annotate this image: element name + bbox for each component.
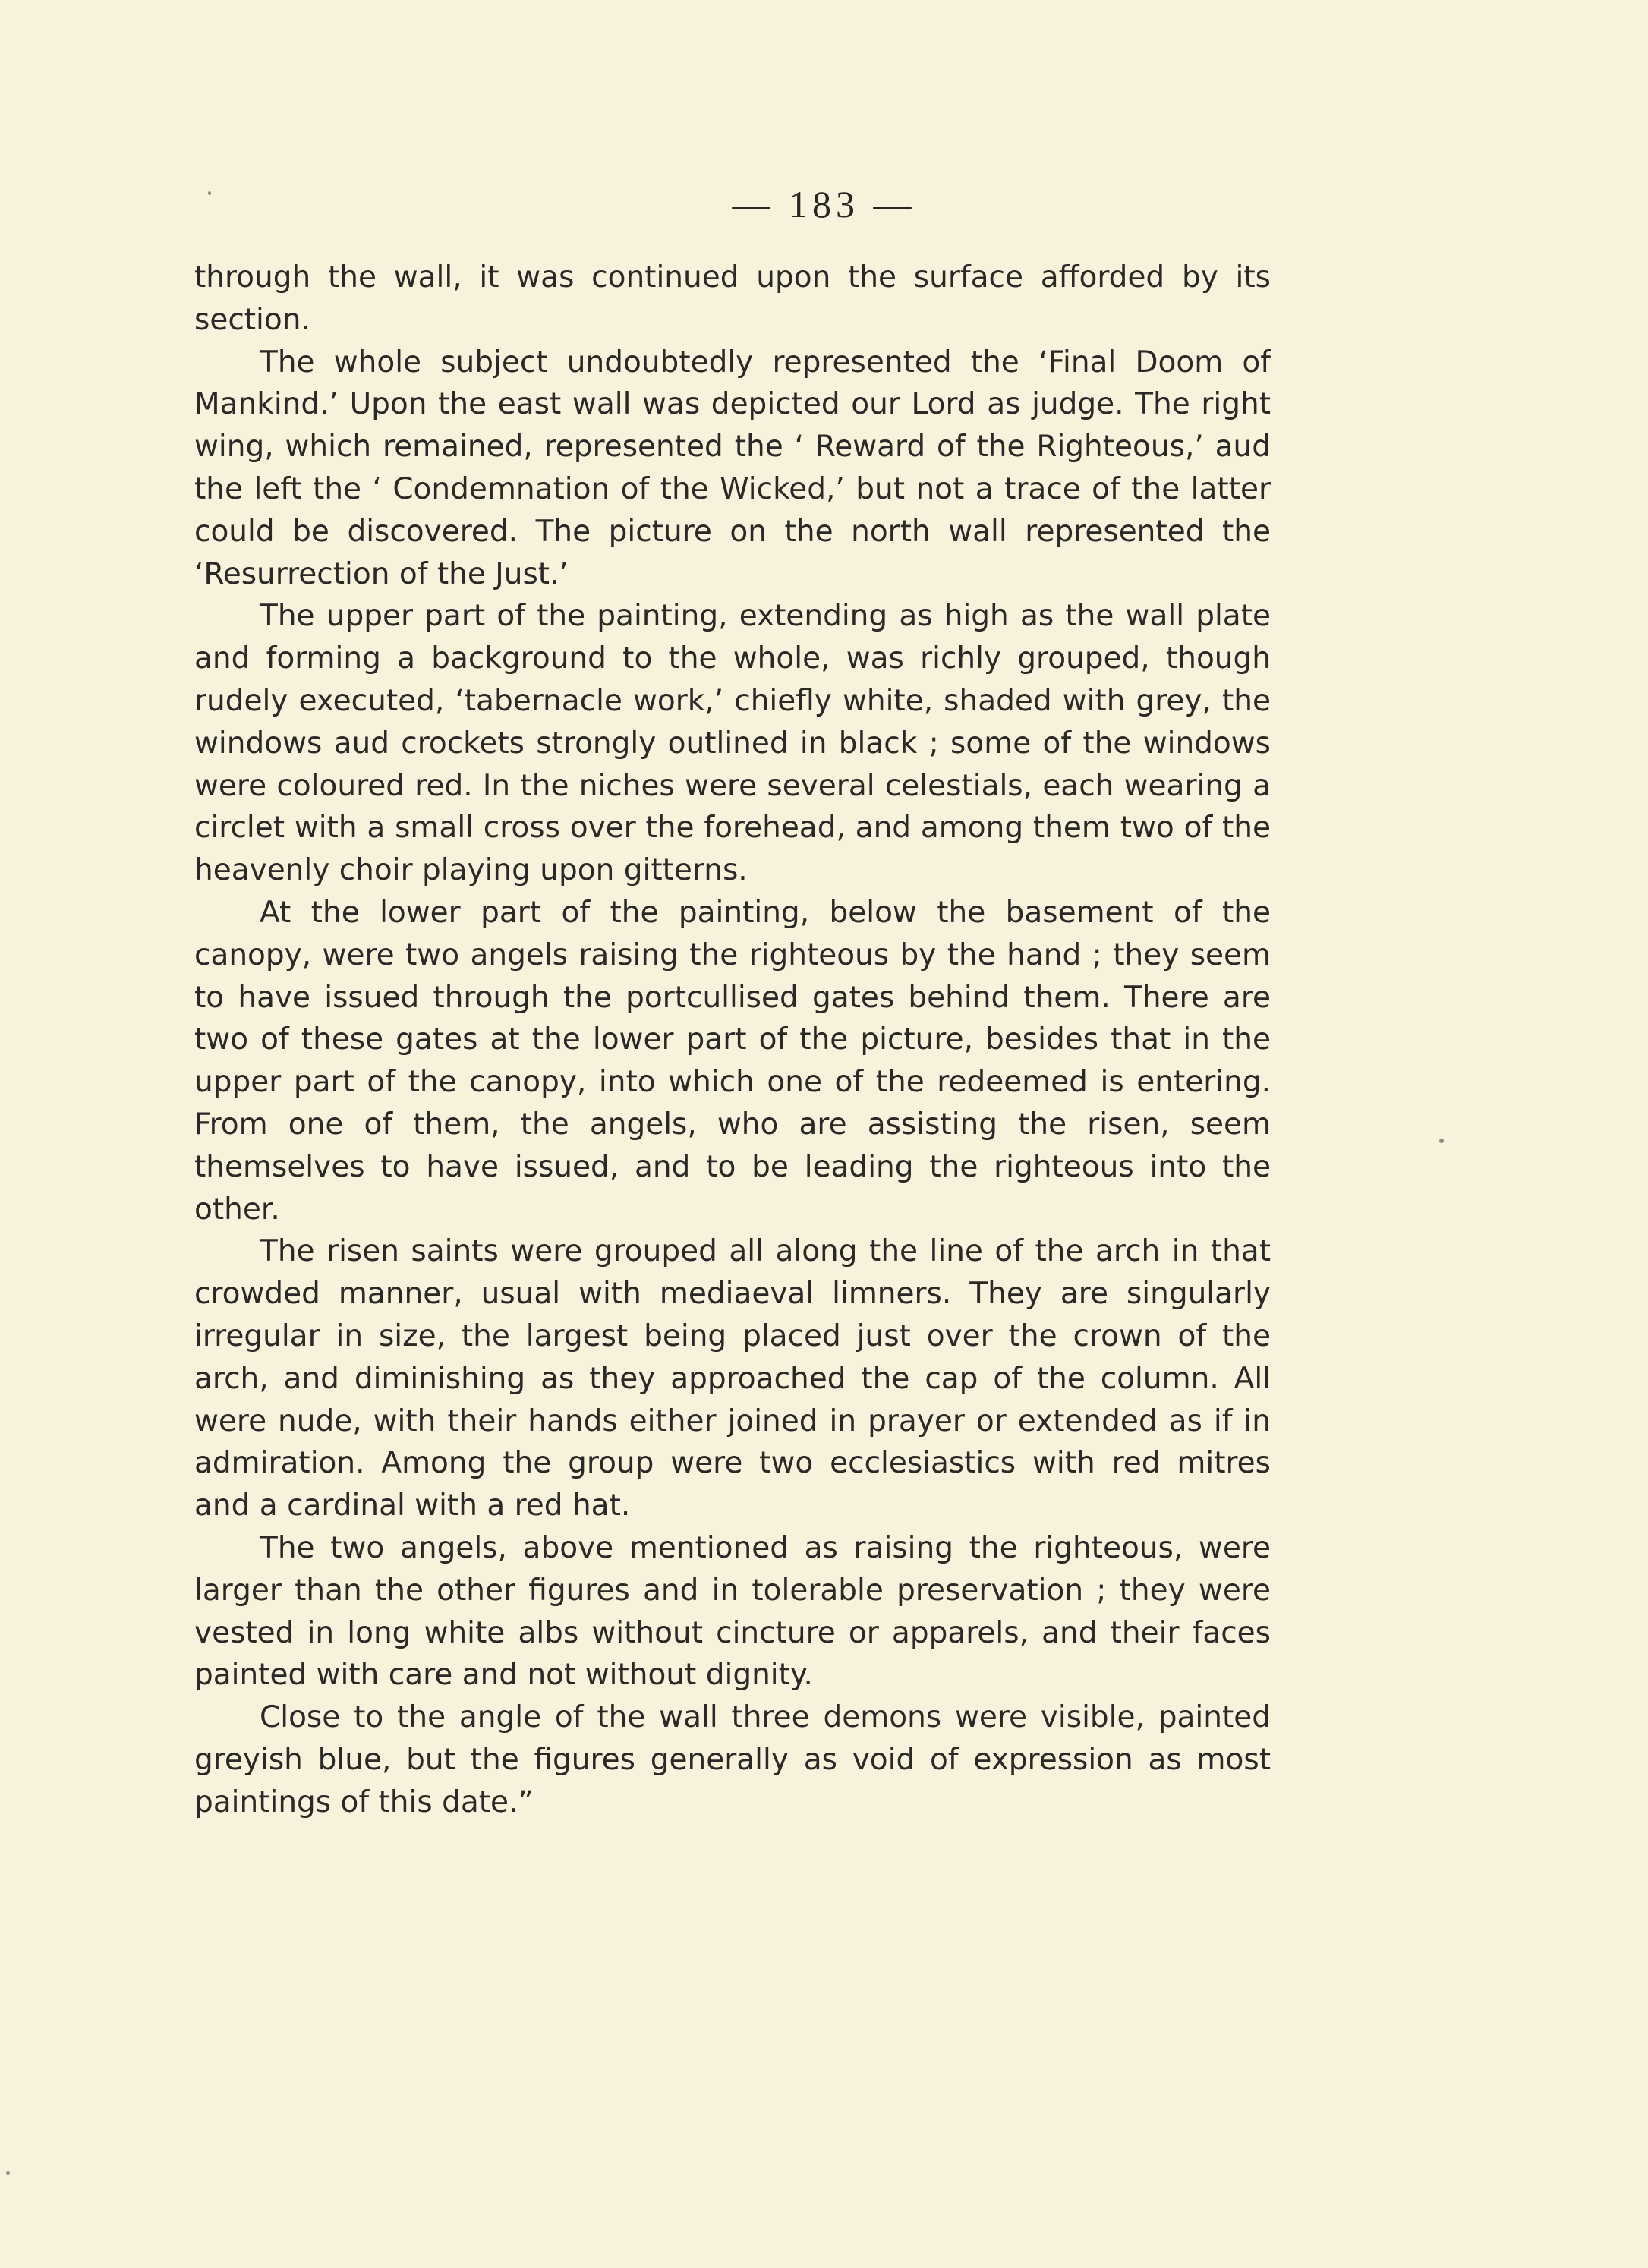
paper-speck <box>1439 1139 1444 1143</box>
page-number: — 183 — <box>732 183 916 225</box>
paper-speck <box>208 191 211 195</box>
paper-speck <box>6 2171 10 2175</box>
paragraph-two-angels: The two angels, above mentioned as raising the righteous, were larger than the other figures and in tolerable preservation ; they were vested in long white albs without cincture or apparels, and their faces painted with care and not without dignity. <box>194 1530 1271 1693</box>
body-text <box>194 257 1271 1823</box>
paragraph-continuation: through the wall, it was continued upon the surface afforded by its section. <box>194 260 1271 337</box>
paragraph-demons: Close to the angle of the wall three demons were visible, painted greyish blue, but the figures generally as void of expression as most paintings of this date.” <box>194 1700 1271 1819</box>
paragraph-final-doom: The whole subject undoubtedly represented the ‘Final Doom of Mankind.’ Upon the east wall was depicted our Lord as judge. The right wing, which remained, represented the ‘ Reward of the Righteous,’ aud the left the ‘ Condemnation of the Wicked,’ but not a trace of the latter could be discovered. The picture on the north wall represented the ‘Resurrection of the Just.’ <box>194 345 1271 591</box>
paragraph-upper-part: The upper part of the painting, extending as high as the wall plate and forming a background to the whole, was richly grouped, though rudely executed, ‘tabernacle work,’ chiefly white, shaded with grey, the windows aud crockets strongly outlined in black ; some of the windows were coloured red. In the niches were several celestials, each wearing a circlet with a small cross over the forehead, and among them two of the heavenly choir playing upon gitterns. <box>194 599 1271 888</box>
paragraph-lower-part: At the lower part of the painting, below the basement of the canopy, were two angels raising the righteous by the hand ; they seem to have issued through the portcullised gates behind them. There are two of these gates at the lower part of the picture, besides that in the upper part of the canopy, into which one of the redeemed is entering. From one of them, the angels, who are assisting the risen, seem themselves to have issued, and to be leading the righteous into the other. <box>194 895 1271 1227</box>
paragraph-risen-saints: The risen saints were grouped all along the line of the arch in that crowded manner, usual with mediaeval limners. They are singularly irregular in size, the largest being placed just over the crown of the arch, and diminishing as they approached the cap of the column. All were nude, with their hands either joined in prayer or extended as if in admiration. Among the group were two ecclesiastics with red mitres and a cardinal with a red hat. <box>194 1234 1271 1523</box>
